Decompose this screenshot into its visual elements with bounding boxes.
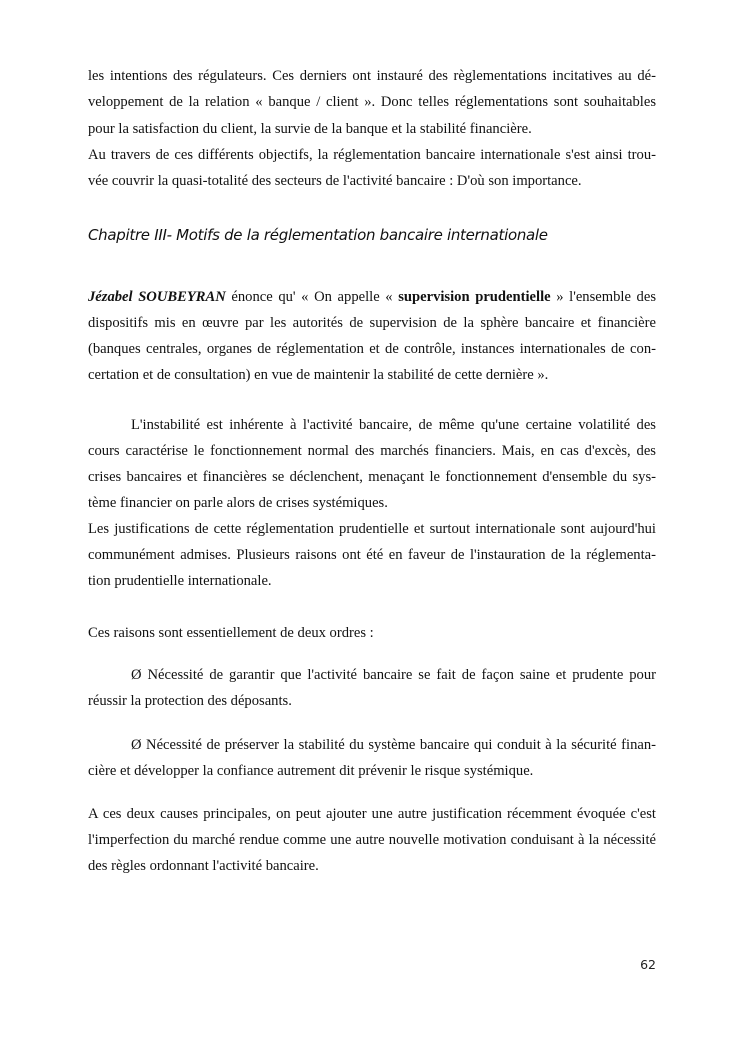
defined-term: supervision prudentielle (398, 289, 551, 305)
text-line: cière et développer la confiance autrement dit prévenir le risque systémique. (88, 763, 534, 779)
text-line: veloppement de la relation « banque / client ». Donc telles réglementations sont souhaitables (88, 94, 656, 110)
text-line: tème financier on parle alors de crises systémiques. (88, 495, 388, 511)
quote-text: énonce qu' « On appelle « (225, 289, 399, 305)
text-line: Ø Nécessité de préserver la stabilité du système bancaire qui conduit à la sécurité finan- (131, 737, 656, 753)
text-line: Au travers de ces différents objectifs, la réglementation bancaire internationale s'est ainsi trou- (88, 147, 656, 163)
text-line: vée couvrir la quasi-totalité des secteurs de l'activité bancaire : D'où son importance. (88, 173, 582, 189)
text-line: certation et de consultation) en vue de maintenir la stabilité de cette dernière ». (88, 367, 549, 383)
text-line: A ces deux causes principales, on peut ajouter une autre justification récemment évoquée c'est (88, 806, 656, 822)
text-line: l'imperfection du marché rendue comme une autre nouvelle motivation conduisant à la nécessité (88, 832, 656, 848)
text-line: (banques centrales, organes de réglementation et de contrôle, instances internationales de con- (88, 341, 656, 357)
chapter-heading: Chapitre III- Motifs de la réglementation bancaire internationale (88, 226, 548, 244)
text-line: tion prudentielle internationale. (88, 573, 272, 589)
text-line: crises bancaires et financières se déclenchent, menaçant le fonctionnement d'ensemble du sys- (88, 469, 656, 485)
text-line: dispositifs mis en œuvre par les autorités de supervision de la sphère bancaire et financière (88, 315, 656, 331)
page-number: 62 (640, 957, 656, 972)
text-line: Ø Nécessité de garantir que l'activité bancaire se fait de façon saine et prudente pour (131, 667, 656, 683)
text-line: L'instabilité est inhérente à l'activité bancaire, de même qu'une certaine volatilité des (131, 417, 656, 433)
reasons-intro: Ces raisons sont essentiellement de deux ordres : (88, 625, 374, 641)
text-line: des règles ordonnant l'activité bancaire. (88, 858, 319, 874)
author-name: Jézabel SOUBEYRAN (88, 289, 226, 305)
text-line: communément admises. Plusieurs raisons ont été en faveur de l'instauration de la réglementa- (88, 547, 656, 563)
text-line: cours caractérise le fonctionnement normal des marchés financiers. Mais, en cas d'excès, des (88, 443, 656, 459)
quote-text: » l'ensemble des (550, 289, 657, 305)
text-line: réussir la protection des déposants. (88, 693, 292, 709)
text-line: Les justifications de cette réglementation prudentielle et surtout internationale sont aujourd'hui (88, 521, 656, 537)
text-line: pour la satisfaction du client, la survie de la banque et la stabilité financière. (88, 121, 532, 137)
text-line: les intentions des régulateurs. Ces derniers ont instauré des règlementations incitatives au dé- (88, 68, 656, 84)
text-line (88, 288, 656, 306)
